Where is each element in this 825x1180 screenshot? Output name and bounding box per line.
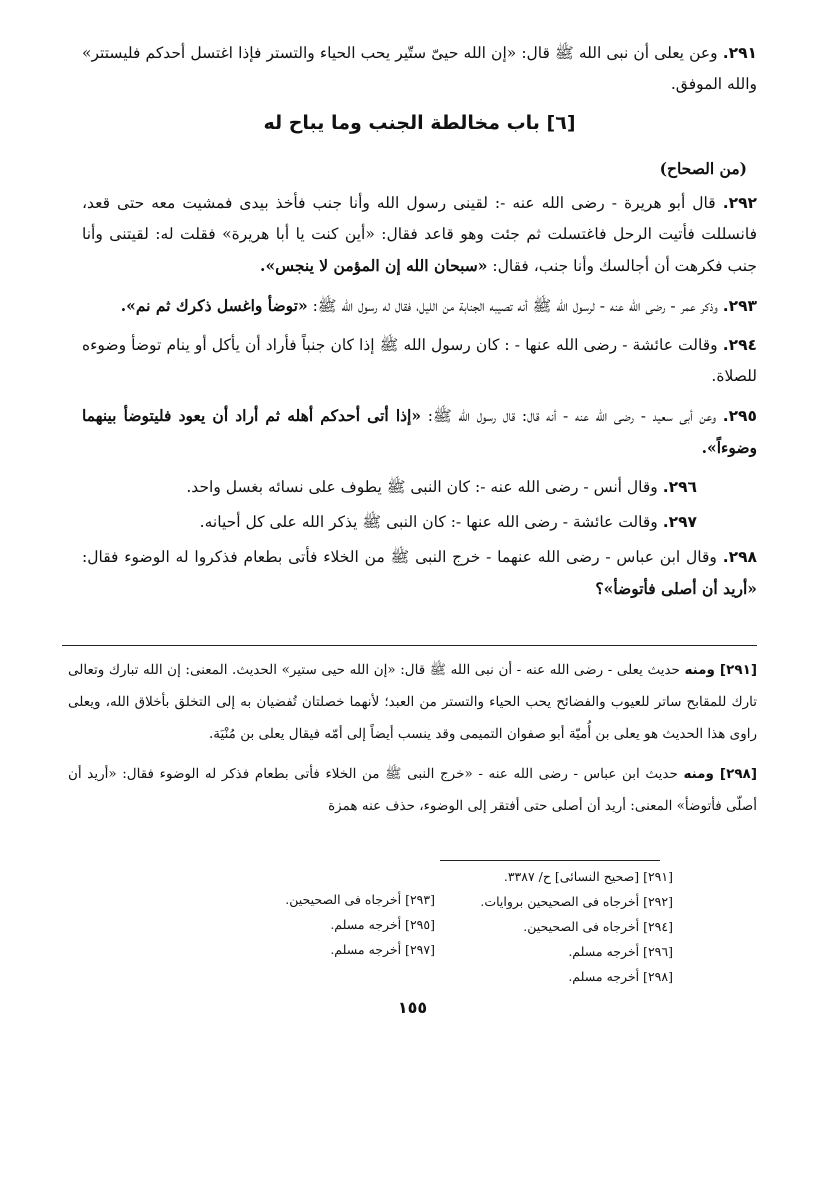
hadith-text: وقال أنس - رضى الله عنه -: كان النبى ﷺ يطوف على نسائه بغسل واحد. xyxy=(186,478,658,496)
note-ref: [٢٩٨] ومنه xyxy=(683,766,757,782)
hadith-quote: «أريد أن أصلى فأتوضأ»؟ xyxy=(595,579,757,598)
hadith-292 xyxy=(82,188,757,282)
note-text: حديث ابن عباس - رضى الله عنه - «خرج النبى ﷺ من الخلاء فأتى بطعام فذكر له الوضوء فقال: «أريد أن أصلّى فأتوضأ» المعنى: أريد أن أصلى حتى أفتقر إلى الوضوء، حذف عنه همزة xyxy=(68,766,757,814)
hadith-number: ٢٩٤. xyxy=(722,336,757,354)
footnotes-left-column xyxy=(235,887,435,962)
commentary xyxy=(68,654,757,830)
hadith-298 xyxy=(82,542,757,605)
footnote: [٢٩١] [صحيح النسائى] ح/ ٣٣٨٧. xyxy=(503,869,673,884)
hadith-number: ٢٩٧. xyxy=(662,513,697,531)
hadith-297 xyxy=(82,507,757,538)
hadith-text: وقالت عائشة - رضى الله عنها - : كان رسول الله ﷺ إذا كان جنباً فأراد أن يأكل أو ينام توضأ وضوءه للصلاة. xyxy=(82,336,757,385)
hadith-text: وعن يعلى أن نبى الله ﷺ قال: «إن الله حيىّ ستّير يحب الحياء والتستر فإذا اغتسل أحدكم فليستتر» والله الموفق. xyxy=(82,44,757,93)
hadith-number: ٢٩٥. xyxy=(722,407,757,425)
note-ref: [٢٩١] ومنه xyxy=(684,662,757,678)
note-291 xyxy=(68,654,757,750)
hadith-text: وذكر عمر - رضى الله عنه - لرسول الله ﷺ أنه تصيبه الجنابة من الليل، فقال له رسول الله ﷺ: xyxy=(307,297,718,315)
note-298 xyxy=(68,758,757,822)
footnote: [٢٩٥] أخرجه مسلم. xyxy=(330,917,435,932)
hadith-295 xyxy=(82,400,757,464)
footnote: [٢٩٢] أخرجاه فى الصحيحين بروايات. xyxy=(480,894,673,909)
main-text xyxy=(82,38,757,613)
chapter-title: [٦] باب مخالطة الجنب وما يباح له xyxy=(263,112,576,134)
hadith-number: ٢٩٢. xyxy=(722,194,757,212)
footnote-divider xyxy=(440,860,660,861)
hadith-number: ٢٩٣. xyxy=(722,297,757,315)
hadith-291 xyxy=(82,38,757,100)
footnote: [٢٩٣] أخرجاه فى الصحيحين. xyxy=(285,892,435,907)
hadith-296 xyxy=(82,472,757,503)
hadith-text: وقالت عائشة - رضى الله عنها -: كان النبى ﷺ يذكر الله على كل أحيانه. xyxy=(199,513,658,531)
hadith-quote: «سبحان الله إن المؤمن لا ينجس». xyxy=(260,256,488,275)
footnote: [٢٩٨] أخرجه مسلم. xyxy=(568,969,673,984)
hadith-number: ٢٩٨. xyxy=(722,548,757,566)
footnote: [٢٩٦] أخرجه مسلم. xyxy=(568,944,673,959)
page-number: ١٥٥ xyxy=(397,998,428,1017)
footnotes-right-column xyxy=(473,864,673,989)
footnote: [٢٩٤] أخرجاه فى الصحيحين. xyxy=(523,919,673,934)
hadith-number: ٢٩٦. xyxy=(662,478,697,496)
source-label: (من الصحاح) xyxy=(659,159,747,178)
hadith-text: وعن أبى سعيد - رضى الله عنه - أنه قال: قال رسول الله ﷺ: xyxy=(421,407,717,425)
footnote: [٢٩٧] أخرجه مسلم. xyxy=(330,942,435,957)
hadith-text: قال أبو هريرة - رضى الله عنه -: لقينى رسول الله وأنا جنب فأخذ بيدى فمشيت معه حتى قعد، فانسللت فأتيت الرحل فاغتسلت ثم جئت وهو قاعد فقال: «أين كنت يا أبا هريرة» فقلت له: لقيتنى وأنا جنب فكرهت أن أجالسك وأنا جنب، فقال: xyxy=(82,194,757,275)
hadith-number: ٢٩١. xyxy=(722,44,757,62)
commentary-divider xyxy=(62,645,757,646)
note-text: حديث يعلى - رضى الله عنه - أن نبى الله ﷺ قال: «إن الله حيى ستير» الحديث. المعنى: إن الله تبارك وتعالى تارك للمقابح ساتر للعيوب والفضائح يحب الحياء والتستر من العبد؛ لأنهما خصلتان تُفضيان به إلى التخلق بأخلاق الله، ويعلى راوى هذا الحديث هو يعلى بن أُميّة أبو صفوان التميمى وقد ينسب أيضاً إلى أمّه فيقال يعلى بن مُنْيَة. xyxy=(68,662,757,742)
hadith-text: وقال ابن عباس - رضى الله عنهما - خرج النبى ﷺ من الخلاء فأتى بطعام فذكروا له الوضوء فقال: xyxy=(82,548,717,566)
hadith-293 xyxy=(82,290,757,322)
hadith-quote: «إذا أتى أحدكم أهله ثم أراد أن يعود فليتوضأ بينهما وضوءاً». xyxy=(82,406,757,457)
hadith-quote: «توضأ واغسل ذكرك ثم نم». xyxy=(120,296,308,315)
hadith-294 xyxy=(82,330,757,392)
